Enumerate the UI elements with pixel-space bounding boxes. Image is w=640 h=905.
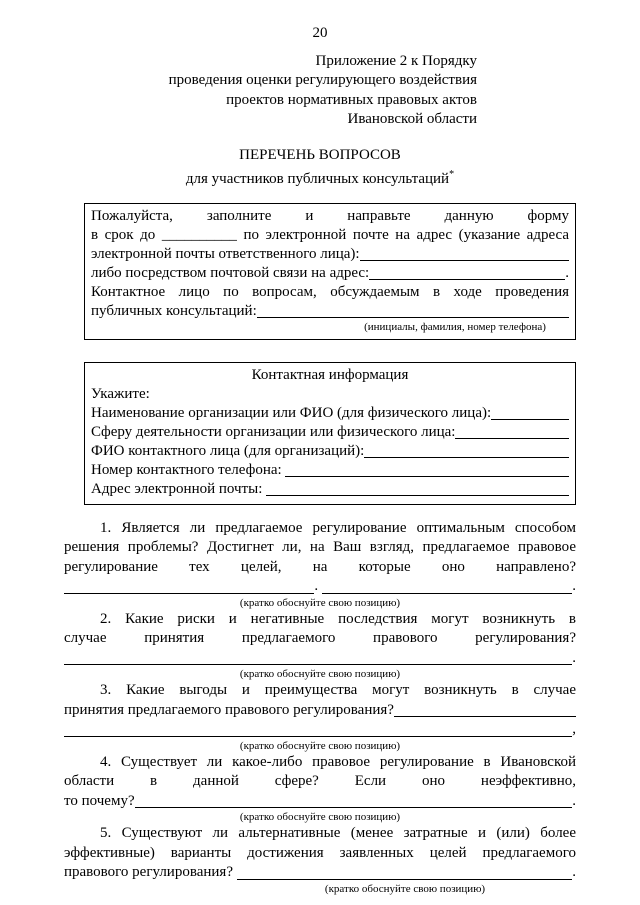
hint-caption: (кратко обоснуйте свою позицию) [324, 882, 486, 895]
text-line: Ивановской области [347, 111, 477, 127]
text-line: в срок до __________ по электронной почте на адрес (указание адреса [91, 226, 569, 243]
text-line: 2. Какие риски и негативные последствия могут возникнуть в [100, 610, 576, 627]
text-segment: . [572, 792, 576, 809]
text-segment: . [565, 264, 569, 281]
hint-caption: (кратко обоснуйте свою позицию) [239, 596, 401, 609]
text-line: 3. Какие выгоды и преимущества могут возникнуть в случае [100, 682, 576, 698]
contact-info-box [84, 362, 576, 505]
text-segment: правового регулирования? [64, 864, 237, 880]
text-line: 4. Существует ли какое-либо правовое регулирование в Ивановской [100, 753, 576, 770]
answer-underline [257, 302, 569, 318]
text-segment: Номер контактного телефона: [91, 461, 286, 478]
footnote-asterisk: * [449, 169, 455, 180]
hint-caption: (кратко обоснуйте свою позицию) [239, 739, 401, 752]
answer-underline [266, 480, 569, 496]
answer-underline [455, 423, 569, 439]
title-line-2 [64, 165, 576, 190]
text-line: проектов нормативных правовых актов [226, 91, 477, 108]
text-segment: ФИО контактного лица (для организаций): [91, 442, 365, 459]
text-line: Контактное лицо по вопросам, обсуждаемым в ходе проведения [91, 283, 569, 300]
text-line: Приложение 2 к Порядку [315, 52, 477, 69]
underline-row [91, 264, 569, 283]
underline-row [91, 442, 569, 461]
text-line: Укажите: [91, 385, 150, 402]
underline-row [64, 792, 576, 812]
text-line: 5. Существуют ли альтернативные (менее затратные и (или) более [100, 825, 576, 841]
question-5 [64, 824, 576, 896]
text-line: случае принятия предлагаемого правового регулирования? [64, 630, 576, 646]
underline-row [64, 649, 576, 669]
text-line: 1. Является ли предлагаемое регулирование оптимальным способом [100, 519, 576, 536]
text-segment: . [572, 649, 576, 666]
text-segment: принятия предлагаемого правового регулирования? [64, 701, 394, 718]
text-line: Контактная информация [251, 366, 409, 383]
text-segment: . [572, 864, 576, 880]
underline-row [64, 577, 576, 597]
text-segment: . [314, 578, 322, 594]
text-segment: , [572, 721, 576, 737]
underline-row [64, 701, 576, 721]
hint-caption: (кратко обоснуйте свою позицию) [239, 811, 401, 823]
underline-row [91, 480, 569, 499]
question-1 [64, 519, 576, 610]
underline-row [91, 245, 569, 264]
underline-row [91, 302, 569, 321]
underline-row [91, 404, 569, 423]
hint-caption: (инициалы, фамилия, номер телефона) [364, 320, 546, 333]
answer-underline [360, 245, 569, 261]
answer-underline [364, 442, 569, 458]
text-line: Пожалуйста, заполните и направьте данную форму [91, 207, 569, 224]
questions-section [64, 519, 576, 896]
appendix-block [64, 52, 576, 130]
underline-row [64, 863, 576, 883]
text-line: решения проблемы? Достигнет ли, на Ваш взгляд, предлагаемое правовое [64, 539, 576, 555]
answer-underline [491, 404, 569, 420]
text-segment: либо посредством почтовой связи на адрес: [91, 264, 370, 281]
text-segment: . [572, 578, 576, 594]
title-line-1: ПЕРЕЧЕНЬ ВОПРОСОВ [239, 146, 401, 163]
text-segment: Сферу деятельности организации или физического лица: [91, 423, 456, 440]
answer-underline [285, 461, 569, 477]
answer-underline [64, 578, 314, 594]
text-line: проведения оценки регулирующего воздействия [168, 72, 477, 88]
answer-underline [322, 578, 572, 594]
underline-row [64, 720, 576, 740]
hint-caption: (кратко обоснуйте свою позицию) [239, 668, 401, 680]
text-line: регулирование тех целей, на которые оно направлено? [64, 558, 576, 575]
intro-box [84, 203, 576, 340]
question-2 [64, 610, 576, 682]
text-segment: Наименование организации или ФИО (для физического лица): [91, 404, 492, 421]
answer-underline [369, 264, 565, 280]
text-line: области в данной сфере? Если оно неэффективно, [64, 773, 576, 789]
answer-underline [237, 864, 573, 880]
text-segment: публичных консультаций: [91, 302, 257, 319]
question-4 [64, 753, 576, 825]
underline-row [91, 423, 569, 442]
answer-underline [394, 701, 576, 717]
document-title [64, 146, 576, 190]
answer-underline [64, 649, 572, 665]
text-segment: то почему? [64, 792, 135, 809]
text-segment: Адрес электронной почты: [91, 480, 267, 497]
page-number: 20 [312, 25, 328, 41]
question-3 [64, 681, 576, 753]
text-segment: электронной почты ответственного лица): [91, 245, 360, 262]
answer-underline [135, 792, 573, 808]
answer-underline [64, 721, 572, 737]
text-line: эффективные) варианты достижения заявленных целей предлагаемого [64, 844, 576, 861]
underline-row [91, 461, 569, 480]
title-line-2-text: для участников публичных консультаций [185, 171, 450, 187]
